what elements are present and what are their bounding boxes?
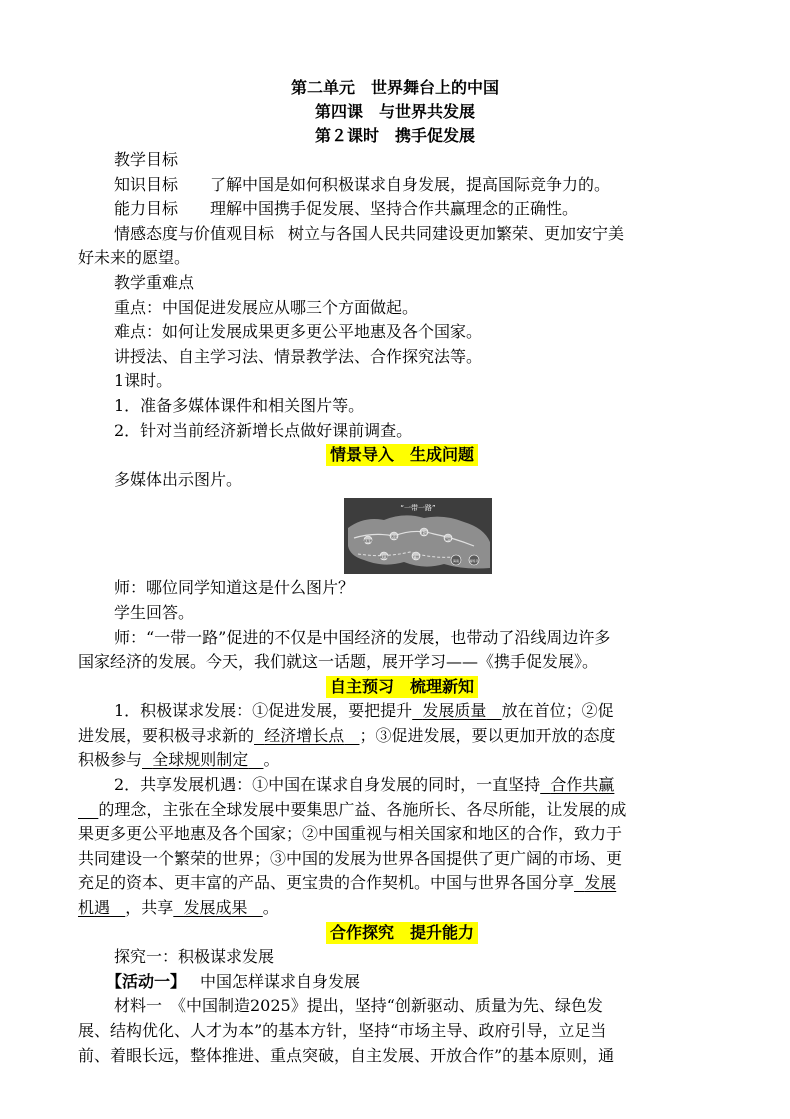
student-answer: 学生回答。 bbox=[114, 602, 195, 622]
text-span: 。 bbox=[263, 750, 280, 770]
knowledge-goal bbox=[78, 173, 726, 198]
map-label: 福州 bbox=[444, 537, 452, 542]
blank-answer bbox=[173, 898, 262, 917]
map-graphic bbox=[344, 498, 492, 574]
answer-text: 发展成果 bbox=[183, 898, 248, 918]
difficult-point: 难点：如何让发展成果更多更公平地惠及各个国家。 bbox=[114, 322, 483, 342]
blank-answer bbox=[540, 775, 614, 794]
map-label: 北京 bbox=[420, 531, 428, 536]
map-label: 广州 bbox=[412, 555, 420, 560]
activity-one bbox=[78, 970, 726, 995]
preview-2-line-5 bbox=[78, 871, 726, 896]
map-caption: “一带一路” bbox=[400, 504, 436, 513]
text-span: 2．共享发展机遇：①中国在谋求自身发展的同时，一直坚持 bbox=[114, 775, 541, 795]
section-3-heading-row bbox=[78, 921, 726, 946]
section-1-heading: 情景导入 生成问题 bbox=[326, 444, 478, 466]
activity-label: 【活动一】 bbox=[106, 971, 187, 991]
text-span: 积极参与 bbox=[78, 750, 143, 770]
knowledge-text: 了解中国是如何积极谋求自身发展，提高国际竞争力的。 bbox=[210, 174, 611, 194]
section-2-heading-row bbox=[78, 675, 726, 700]
text-span: 放在首位；②促 bbox=[501, 701, 614, 721]
text-span: 进发展，要积极寻求新的 bbox=[78, 725, 255, 745]
answer-text: 发展质量 bbox=[422, 701, 487, 721]
text-span: ，共享 bbox=[125, 898, 174, 918]
teacher-intro-2: 国家经济的发展。今天，我们就这一话题，展开学习——《携手促发展》。 bbox=[78, 652, 599, 672]
blank-answer bbox=[254, 726, 359, 745]
material-1-line-1: 材料一 《中国制造2025》提出，坚持“创新驱动、质量为先、绿色发 bbox=[114, 996, 603, 1016]
ability-text: 理解中国携手促发展、坚持合作共赢理念的正确性。 bbox=[210, 199, 579, 219]
ability-label: 能力目标 bbox=[114, 199, 179, 219]
preparation-1: 1．准备多媒体课件和相关图片等。 bbox=[114, 395, 365, 415]
knowledge-label: 知识目标 bbox=[114, 174, 179, 194]
map-label: 海南 bbox=[452, 559, 460, 564]
emotion-text: 树立与各国人民共同建设更加繁荣、更加安宁美 bbox=[288, 223, 625, 243]
blank-answer-cont bbox=[78, 898, 125, 917]
goals-heading: 教学目标 bbox=[114, 150, 179, 169]
text-span: ；③促进发展，要以更加开放的态度 bbox=[359, 725, 616, 745]
keypoints-heading: 教学重难点 bbox=[114, 272, 195, 292]
text-span: 的理念，主张在全球发展中要集思广益、各施所长、各尽所能，让发展的成 bbox=[98, 799, 627, 819]
teacher-intro-1: 师：“一带一路”促进的不仅是中国经济的发展，也带动了沿线周边许多 bbox=[114, 627, 611, 647]
belt-and-road-map-image bbox=[344, 498, 492, 574]
preview-2-line-3: 果更多更公平地惠及各个国家；②中国重视与相关国家和地区的合作，致力于 bbox=[78, 824, 623, 844]
text-span: 。 bbox=[262, 898, 279, 918]
answer-text: 全球规则制定 bbox=[152, 750, 249, 770]
blank-answer-cont bbox=[78, 800, 98, 819]
preview-1-line-1 bbox=[78, 699, 726, 724]
ability-goal bbox=[78, 197, 726, 222]
text-span: 充足的资本、更丰富的产品、更宝贵的合作契机。中国与世界各国分享 bbox=[78, 873, 575, 893]
blank-answer bbox=[142, 750, 263, 769]
preview-1-line-3 bbox=[78, 748, 726, 773]
explore-one: 探究一：积极谋求发展 bbox=[114, 947, 275, 967]
teaching-methods: 讲授法、自主学习法、情景教学法、合作探究法等。 bbox=[114, 346, 483, 366]
map-label: 威尼斯 bbox=[379, 555, 389, 560]
answer-text: 机遇 bbox=[78, 898, 111, 918]
key-point: 重点：中国促进发展应从哪三个方面做起。 bbox=[114, 297, 419, 317]
class-hours: 1课时。 bbox=[114, 371, 173, 391]
preview-2-line-4: 共同建设一个繁荣的世界；③中国的发展为世界各国提供了更广阔的市场、更 bbox=[78, 848, 623, 868]
emotion-label: 情感态度与价值观目标 bbox=[114, 223, 275, 243]
preview-2-line-2 bbox=[78, 798, 726, 823]
answer-text: 经济增长点 bbox=[264, 725, 345, 745]
map-label: 莫斯科 bbox=[363, 539, 373, 544]
section-1-heading-row bbox=[78, 443, 726, 468]
activity-title: 中国怎样谋求自身发展 bbox=[200, 971, 361, 991]
section-3-heading: 合作探究 提升能力 bbox=[326, 922, 478, 944]
blank-answer bbox=[574, 873, 616, 892]
preview-2-line-1 bbox=[78, 773, 726, 798]
emotion-goal bbox=[78, 222, 726, 247]
material-1-line-2: 展、结构优化、人才为本”的基本方针，坚持“市场主导、政府引导，立足当 bbox=[78, 1021, 607, 1040]
teacher-question: 师：哪位同学知道这是什么图片？ bbox=[114, 578, 355, 598]
preview-1-line-2 bbox=[78, 724, 726, 749]
preparation-2: 2．针对当前经济新增长点做好课前调查。 bbox=[114, 420, 413, 440]
show-picture: 多媒体出示图片。 bbox=[114, 469, 243, 489]
answer-text: 发展 bbox=[584, 873, 617, 893]
unit-title: 第二单元 世界舞台上的中国 bbox=[290, 78, 499, 97]
period-title: 第２课时 携手促发展 bbox=[314, 126, 475, 145]
emotion-goal-cont: 好未来的愿望。 bbox=[78, 248, 191, 268]
blank-answer bbox=[412, 701, 501, 720]
text-span: 1．积极谋求发展：①促进发展，要把提升 bbox=[114, 701, 413, 721]
preview-2-line-6 bbox=[78, 896, 726, 921]
answer-text: 合作共赢 bbox=[550, 775, 615, 795]
map-label: 鹿特丹 bbox=[469, 559, 479, 564]
material-1-line-3: 前、着眼长远，整体推进、重点突破，自主发展、开放合作”的基本原则，通 bbox=[78, 1045, 615, 1065]
map-label: 西安 bbox=[390, 535, 398, 540]
section-2-heading: 自主预习 梳理新知 bbox=[326, 676, 478, 698]
document-body bbox=[78, 148, 726, 1068]
lesson-title: 第四课 与世界共发展 bbox=[314, 102, 475, 121]
